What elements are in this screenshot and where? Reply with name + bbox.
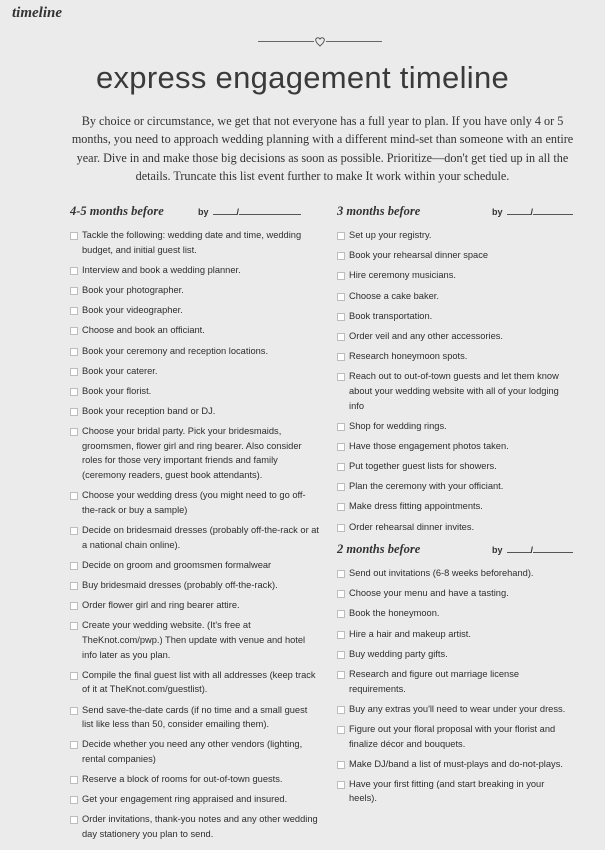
ornament-line-left <box>258 41 314 42</box>
checkbox[interactable] <box>70 368 78 376</box>
date-blank-day[interactable] <box>530 544 573 555</box>
checklist-item-text: Research and figure out marriage license requirements. <box>349 668 520 694</box>
column-left <box>70 204 320 847</box>
checkbox[interactable] <box>337 524 345 532</box>
checklist-item-text: Book your photographer. <box>82 284 184 295</box>
checkbox[interactable] <box>337 590 345 598</box>
checklist-item[interactable] <box>337 586 573 601</box>
checklist-item-text: Book your rehearsal dinner space <box>349 250 489 261</box>
checkbox[interactable] <box>337 443 345 451</box>
checklist-item[interactable] <box>70 263 320 278</box>
checklist-item[interactable] <box>337 702 573 717</box>
checkbox[interactable] <box>337 373 345 381</box>
checklist-item[interactable] <box>70 228 320 257</box>
checkbox[interactable] <box>337 272 345 280</box>
checkbox[interactable] <box>70 267 78 275</box>
checklist <box>337 566 573 806</box>
checklist-item-text: Hire a hair and makeup artist. <box>349 628 471 639</box>
checklist-item-text: Buy wedding party gifts. <box>349 648 448 659</box>
checklist-item[interactable] <box>70 558 320 573</box>
checklist-item-text: Create your wedding website. (It's free at TheKnot.com/pwp.) Then update with venue and hotel info later as you plan. <box>82 620 306 660</box>
checkbox[interactable] <box>70 776 78 784</box>
checkbox[interactable] <box>337 781 345 789</box>
checklist-item-text: Choose your wedding dress (you might need to go off-the-rack or buy a sample) <box>82 490 306 515</box>
section-title: 4-5 months before <box>70 204 164 218</box>
checklist-item-text: Choose and book an officiant. <box>82 325 205 336</box>
by-separator: / <box>530 545 534 555</box>
checklist-item[interactable] <box>337 248 573 263</box>
checklist-item-text: Plan the ceremony with your officiant. <box>349 481 504 492</box>
checklist-item[interactable] <box>70 523 320 552</box>
checkbox[interactable] <box>337 252 345 260</box>
section-2-months <box>337 542 573 812</box>
checkbox[interactable] <box>70 232 78 240</box>
checklist-item-text: Order veil and any other accessories. <box>349 330 503 341</box>
checkbox[interactable] <box>70 741 78 749</box>
heart-icon <box>314 34 326 48</box>
by-label: by <box>492 207 503 217</box>
checklist-item[interactable] <box>70 668 320 697</box>
checklist-item[interactable] <box>337 309 573 324</box>
checklist-item-text: Book your ceremony and reception locations. <box>82 345 269 356</box>
checklist-item-text: Reserve a block of rooms for out-of-town guests. <box>82 774 283 785</box>
checklist-item[interactable] <box>337 349 573 364</box>
checkbox[interactable] <box>70 348 78 356</box>
checkbox[interactable] <box>337 610 345 618</box>
checklist-item[interactable] <box>337 722 573 751</box>
checkbox[interactable] <box>70 622 78 630</box>
section-header <box>337 542 573 562</box>
checkbox[interactable] <box>337 631 345 639</box>
section-header <box>337 204 573 224</box>
checklist-item-text: Have those engagement photos taken. <box>349 440 509 451</box>
checkbox[interactable] <box>70 672 78 680</box>
checklist-item[interactable] <box>70 303 320 318</box>
checklist-item-text: Get your engagement ring appraised and insured. <box>82 794 288 805</box>
checklist-item[interactable] <box>70 703 320 732</box>
section-header <box>70 204 320 224</box>
by-label: by <box>198 207 209 217</box>
checklist-item-text: Choose your menu and have a tasting. <box>349 588 509 599</box>
checkbox[interactable] <box>70 307 78 315</box>
by-date-field[interactable] <box>492 206 573 217</box>
checkbox[interactable] <box>70 582 78 590</box>
by-separator: / <box>236 207 240 217</box>
section-title: 3 months before <box>337 204 421 218</box>
by-date-field[interactable] <box>198 206 301 217</box>
ornament-line-right <box>326 41 382 42</box>
checklist-item-text: Order rehearsal dinner invites. <box>349 521 475 532</box>
checklist <box>337 228 573 534</box>
checkbox[interactable] <box>70 527 78 535</box>
checkbox[interactable] <box>337 570 345 578</box>
checklist-item-text: Send out invitations (6-8 weeks beforehand). <box>349 568 534 578</box>
checklist-item[interactable] <box>337 606 573 621</box>
checklist-item-text: Put together guest lists for showers. <box>349 461 497 472</box>
checklist-item[interactable] <box>337 566 573 581</box>
checklist-item-text: Book your reception band or DJ. <box>82 406 216 417</box>
checklist-item[interactable] <box>70 404 320 419</box>
checkbox[interactable] <box>337 706 345 714</box>
date-blank-month[interactable] <box>507 544 531 553</box>
checklist-item[interactable] <box>70 618 320 662</box>
checklist-item[interactable] <box>70 344 320 359</box>
checklist-item-text: Decide on bridesmaid dresses (probably off-the-rack or at a national chain online). <box>82 525 320 550</box>
checkbox[interactable] <box>70 408 78 416</box>
checklist-item-text: Decide whether you need any other vendors (lighting, rental companies) <box>82 739 303 764</box>
checkbox[interactable] <box>337 503 345 511</box>
checklist-item-text: Send save-the-date cards (if no time and a small guest list like less than 50, consider emailing them). <box>82 704 308 730</box>
checklist-item[interactable] <box>337 329 573 344</box>
checklist-item-text: Set up your registry. <box>349 230 432 240</box>
checkbox[interactable] <box>70 287 78 295</box>
checklist-item-text: Book your florist. <box>82 385 152 396</box>
checkbox[interactable] <box>337 333 345 341</box>
checklist-item-text: Make DJ/band a list of must-plays and do-not-plays. <box>349 758 563 769</box>
checklist-item[interactable] <box>337 459 573 474</box>
checklist-item-text: Book the honeymoon. <box>349 608 440 619</box>
checklist-item[interactable] <box>337 777 573 806</box>
checklist-item[interactable] <box>70 384 320 399</box>
checklist-item-text: Order flower girl and ring bearer attire. <box>82 600 240 611</box>
checklist-item[interactable] <box>70 283 320 298</box>
checklist-item[interactable] <box>337 268 573 283</box>
checkbox[interactable] <box>337 726 345 734</box>
intro-paragraph: By choice or circumstance, we get that not everyone has a full year to plan. If you have only 4 or 5 months, you need to approach wedding planning with a different mind-set than someone with an entire year. Dive in and make those big decisions as soon as possible. Prioritize—don't get tied up in all the details. Truncate this list event further to make It work within your schedule. <box>71 114 574 184</box>
checkbox[interactable] <box>337 483 345 491</box>
checklist-item[interactable] <box>337 627 573 642</box>
checklist-item-text: Have your first fitting (and start breaking in your heels). <box>349 778 545 804</box>
checklist-item-text: Book your videographer. <box>82 305 183 316</box>
checklist-item[interactable] <box>70 364 320 379</box>
checklist-item[interactable] <box>70 424 320 482</box>
checkbox[interactable] <box>70 816 78 824</box>
checklist-item-text: Reach out to out-of-town guests and let them know about your wedding website with all of your lodging info <box>349 371 559 411</box>
checklist-item-text: Compile the final guest list with all addresses (keep track of it at TheKnot.com/guestlist). <box>82 669 316 695</box>
checkbox[interactable] <box>70 602 78 610</box>
date-blank-month[interactable] <box>213 206 237 215</box>
checklist-item-text: Interview and book a wedding planner. <box>82 264 241 275</box>
checklist-item[interactable] <box>337 667 573 696</box>
checklist-item[interactable] <box>337 439 573 454</box>
checklist-item-text: Research honeymoon spots. <box>349 351 468 362</box>
checklist-item[interactable] <box>70 812 320 841</box>
date-blank-day[interactable] <box>530 206 573 217</box>
checkbox[interactable] <box>337 293 345 301</box>
checklist-item[interactable] <box>70 578 320 593</box>
checklist-item-text: Book transportation. <box>349 310 433 321</box>
checklist-item-text: Choose your bridal party. Pick your bridesmaids, groomsmen, flower girl and ring bearer. Also consider roles for those very important friends and family (ceremony readers, guest book attendants). <box>82 426 302 481</box>
checklist-item[interactable] <box>337 757 573 772</box>
checkbox[interactable] <box>337 651 345 659</box>
checklist-item-text: Shop for wedding rings. <box>349 420 447 431</box>
page-header-label: timeline <box>12 5 62 21</box>
checklist-item-text: Order invitations, thank-you notes and any other wedding day stationery you plan to send. <box>82 814 318 840</box>
checklist-item[interactable] <box>337 289 573 304</box>
checkbox[interactable] <box>337 463 345 471</box>
page-title: express engagement timeline <box>95 60 510 95</box>
checklist-item-text: Buy bridesmaid dresses (probably off-the-rack). <box>82 580 278 590</box>
checklist-item[interactable] <box>337 499 573 514</box>
checklist-item-text: Decide on groom and groomsmen formalwear <box>82 559 272 570</box>
column-right <box>337 204 573 804</box>
date-blank-month[interactable] <box>507 206 531 215</box>
checklist-item[interactable] <box>337 228 573 243</box>
checklist-item[interactable] <box>70 598 320 613</box>
checkbox[interactable] <box>70 428 78 436</box>
checklist-item-text: Choose a cake baker. <box>349 290 439 301</box>
checklist-item[interactable] <box>337 520 573 535</box>
checklist-item[interactable] <box>337 647 573 662</box>
by-date-field[interactable] <box>492 544 573 555</box>
checkbox[interactable] <box>337 671 345 679</box>
checklist-item-text: Hire ceremony musicians. <box>349 270 456 281</box>
checkbox[interactable] <box>70 492 78 500</box>
checkbox[interactable] <box>337 423 345 431</box>
checklist-item[interactable] <box>337 369 573 413</box>
checklist-item[interactable] <box>70 792 320 807</box>
checkbox[interactable] <box>70 388 78 396</box>
checklist <box>70 228 320 842</box>
checkbox[interactable] <box>70 707 78 715</box>
checklist-item-text: Buy any extras you'll need to wear under your dress. <box>349 703 566 714</box>
checklist-item-text: Figure out your floral proposal with your florist and finalize décor and bouquets. <box>349 723 556 749</box>
checkbox[interactable] <box>337 232 345 240</box>
checklist-item[interactable] <box>70 737 320 766</box>
by-separator: / <box>530 207 534 217</box>
checklist-item[interactable] <box>70 772 320 787</box>
checklist-item-text: Make dress fitting appointments. <box>349 501 483 512</box>
checklist-item-text: Book your caterer. <box>82 365 158 376</box>
checkbox[interactable] <box>337 761 345 769</box>
by-label: by <box>492 545 503 555</box>
checkbox[interactable] <box>70 327 78 335</box>
checklist-item[interactable] <box>70 323 320 338</box>
checklist-item[interactable] <box>337 419 573 434</box>
checkbox[interactable] <box>70 562 78 570</box>
date-blank-day[interactable] <box>236 206 301 217</box>
checkbox[interactable] <box>70 796 78 804</box>
checklist-item[interactable] <box>70 488 320 517</box>
checklist-item-text: Tackle the following: wedding date and time, wedding budget, and initial guest list. <box>82 230 302 255</box>
checkbox[interactable] <box>337 313 345 321</box>
checklist-item[interactable] <box>337 479 573 494</box>
checkbox[interactable] <box>337 353 345 361</box>
section-title: 2 months before <box>337 542 421 556</box>
title-ornament <box>258 34 382 48</box>
